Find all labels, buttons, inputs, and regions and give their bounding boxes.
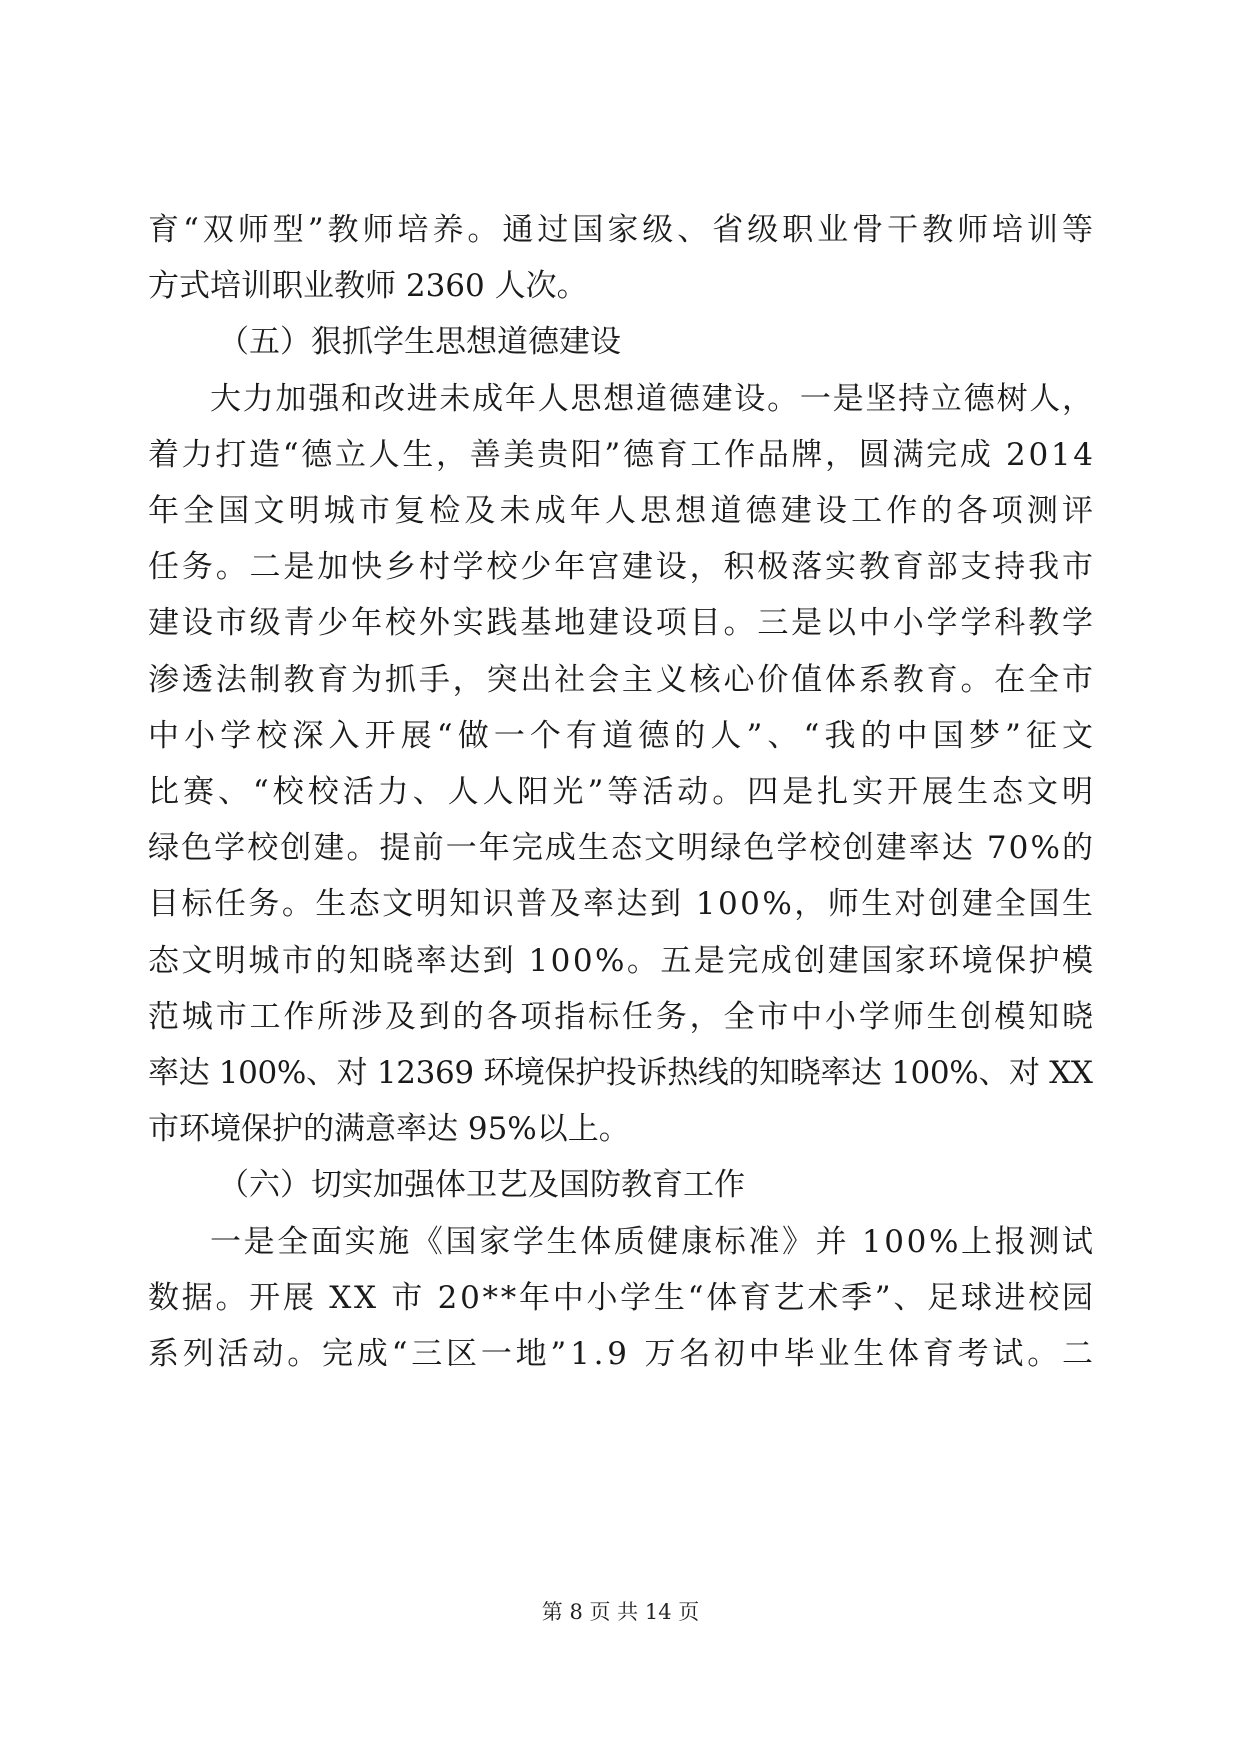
paragraph-line: [0, 1053, 1241, 1093]
line-text: 中小学校深入开展“做一个有道德的人”、“我的中国梦”征文: [148, 717, 1099, 754]
paragraph-line: [0, 1334, 1241, 1374]
line-text: 着力打造“德立人生，善美贵阳”德育工作品牌，圆满完成 2014: [148, 436, 1096, 473]
line-text: 数据。开展 XX 市 20**年中小学生“体育艺术季”、足球进校园: [148, 1279, 1096, 1316]
section-heading-line: [0, 322, 1241, 362]
paragraph-line: [0, 603, 1241, 643]
line-text: 系列活动。完成“三区一地”1.9 万名初中毕业生体育考试。二: [148, 1336, 1097, 1372]
paragraph-line: [0, 435, 1241, 475]
paragraph-line: [0, 491, 1241, 531]
section-heading-line: [0, 1165, 1241, 1205]
paragraph-line: [0, 1278, 1241, 1318]
paragraph-line: [0, 772, 1241, 812]
line-text: 方式培训职业教师 2360 人次。: [148, 268, 588, 305]
line-text: 市环境保护的满意率达 95%以上。: [148, 1111, 630, 1148]
paragraph-line: [0, 884, 1241, 924]
line-text: 一是全面实施《国家学生体质健康标准》并 100%上报测试: [210, 1223, 1096, 1260]
line-text: 大力加强和改进未成年人思想道德建设。一是坚持立德树人，: [210, 380, 1095, 417]
line-text: 育“双师型”教师培养。通过国家级、省级职业骨干教师培训等: [148, 212, 1097, 248]
paragraph-line: [0, 660, 1241, 700]
page-footer: 第 8 页 共 14 页: [541, 1600, 700, 1624]
paragraph-line: [0, 379, 1241, 419]
line-text: 建设市级青少年校外实践基地建设项目。三是以中小学学科教学: [148, 605, 1096, 642]
line-text: （五）狠抓学生思想道德建设: [218, 324, 621, 361]
paragraph-line: [0, 941, 1241, 981]
line-text: 目标任务。生态文明知识普及率达到 100%，师生对创建全国生: [148, 886, 1096, 923]
line-text: 任务。二是加快乡村学校少年宫建设，积极落实教育部支持我市: [148, 549, 1096, 586]
paragraph-line: [0, 547, 1241, 587]
line-text: 绿色学校创建。提前一年完成生态文明绿色学校创建率达 70%的: [148, 830, 1096, 867]
paragraph-line: [0, 1222, 1241, 1262]
line-text: （六）切实加强体卫艺及国防教育工作: [218, 1167, 745, 1204]
line-text: 范城市工作所涉及到的各项指标任务，全市中小学师生创模知晓: [148, 998, 1096, 1035]
line-text: 比赛、“校校活力、人人阳光”等活动。四是扎实开展生态文明: [148, 774, 1097, 810]
line-text: 年全国文明城市复检及未成年人思想道德建设工作的各项测评: [148, 493, 1098, 529]
line-text: 率达 100%、对 12369 环境保护投诉热线的知晓率达 100%、对 XX: [148, 1055, 1093, 1091]
paragraph-line: [0, 210, 1241, 250]
line-text: 渗透法制教育为抓手，突出社会主义核心价值体系教育。在全市: [148, 661, 1096, 698]
paragraph-line: [0, 266, 1241, 306]
paragraph-line: [0, 828, 1241, 868]
paragraph-line: [0, 997, 1241, 1037]
line-text: 态文明城市的知晓率达到 100%。五是完成创建国家环境保护模: [148, 942, 1096, 979]
paragraph-line: [0, 716, 1241, 756]
paragraph-line: [0, 1109, 1241, 1149]
